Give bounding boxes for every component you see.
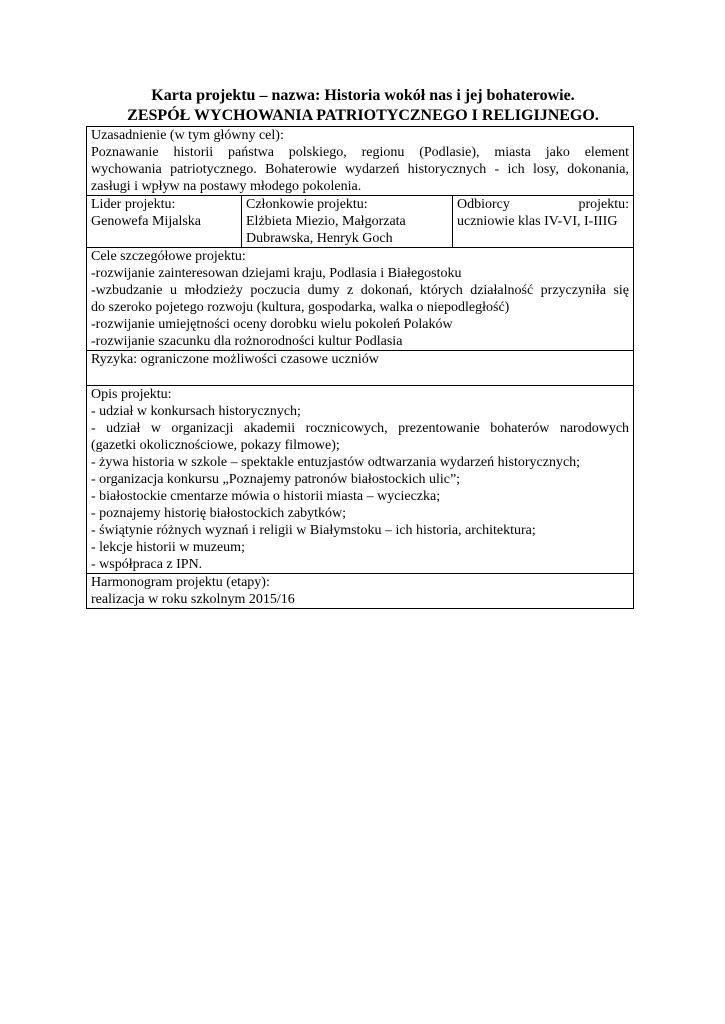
opis-item: (gazetki okolicznościowe, pokazy filmowe); [91, 438, 340, 453]
uzasadnienie-text-line: Poznawanie historii państwa polskiego, regionu (Podlasie), miasta jako element [91, 145, 630, 160]
opis-item: - żywa historia w szkole – spektakle entuzjastów odtwarzania wydarzeń historycznych; [91, 455, 581, 470]
cele-item: do szeroko pojetego rozwoju (kultura, gospodarka, walka o niepodległość) [91, 300, 510, 315]
opis-item: - współpraca z IPN. [91, 557, 203, 572]
opis-cell [87, 386, 634, 574]
opis-item: - poznajemy historię białostockich zabytków; [91, 506, 347, 521]
czlonkowie-label: Członkowie projektu: [246, 197, 368, 212]
cele-label: Cele szczegółowe projektu: [91, 249, 246, 264]
opis-item: - lekcje historii w muzeum; [91, 540, 245, 555]
lider-cell [87, 196, 242, 248]
document-title: Karta projektu – nazwa: Historia wokół nas i jej bohaterowie. [151, 87, 575, 104]
opis-item: - organizacja konkursu „Poznajemy patronów białostockich ulic”; [91, 472, 461, 487]
odbiorcy-label-word: Odbiorcy [457, 197, 510, 212]
cele-item: -wzbudzanie u młodzieży poczucia dumy z dokonań, których działalność przyczyniła się [91, 283, 630, 298]
opis-item: - świątynie różnych wyznań i religii w Białymstoku – ich historia, architektura; [91, 523, 536, 538]
uzasadnienie-cell [87, 127, 634, 196]
opis-row [87, 386, 634, 574]
harmonogram-row [87, 574, 634, 609]
odbiorcy-label [457, 196, 629, 213]
opis-item: - białostockie cmentarze mówia o historii miasta – wycieczka; [91, 489, 441, 504]
odbiorcy-value: uczniowie klas IV-VI, I-IIIG [457, 214, 618, 229]
cele-item: -rozwijanie szacunku dla rożnorodności kultur Podlasia [91, 334, 403, 349]
uzasadnienie-row [87, 127, 634, 196]
harmonogram-value: realizacja w roku szkolnym 2015/16 [91, 592, 295, 607]
opis-item: - udział w organizacji akademii rocznicowych, prezentowanie bohaterów narodowych [91, 421, 630, 436]
ryzyka-cell [87, 351, 634, 386]
czlonkowie-names: Elżbieta Miezio, Małgorzata [246, 214, 406, 229]
cele-cell [87, 248, 634, 351]
harmonogram-label: Harmonogram projektu (etapy): [91, 575, 270, 590]
opis-item: - udział w konkursach historycznych; [91, 404, 301, 419]
czlonkowie-cell [242, 196, 453, 248]
cele-item: -rozwijanie umiejętności oceny dorobku wielu pokoleń Polaków [91, 317, 453, 332]
project-card-table [86, 126, 634, 609]
opis-label: Opis projektu: [91, 387, 172, 402]
czlonkowie-names: Dubrawska, Henryk Goch [246, 231, 393, 246]
cele-item: -rozwijanie zainteresowan dziejami kraju, Podlasia i Białegostoku [91, 266, 462, 281]
cele-row [87, 248, 634, 351]
ryzyka-row [87, 351, 634, 386]
uzasadnienie-label: Uzasadnienie (w tym główny cel): [91, 128, 284, 143]
uzasadnienie-text-line: zasługi i wpływ na postawy młodego pokolenia. [91, 179, 362, 194]
ryzyka-text: Ryzyka: ograniczone możliwości czasowe uczniów [91, 352, 379, 367]
harmonogram-cell [87, 574, 634, 609]
lider-label: Lider projektu: [91, 197, 176, 212]
uzasadnienie-text-line: wychowania patriotycznego. Bohaterowie wydarzeń historycznych - ich losy, dokonania, [91, 162, 630, 177]
odbiorcy-cell [453, 196, 634, 248]
odbiorcy-label-word: projektu: [578, 197, 630, 212]
lider-name: Genowefa Mijalska [91, 214, 202, 229]
team-row [87, 196, 634, 248]
team-name: ZESPÓŁ WYCHOWANIA PATRIOTYCZNEGO I RELIGIJNEGO. [127, 107, 599, 124]
